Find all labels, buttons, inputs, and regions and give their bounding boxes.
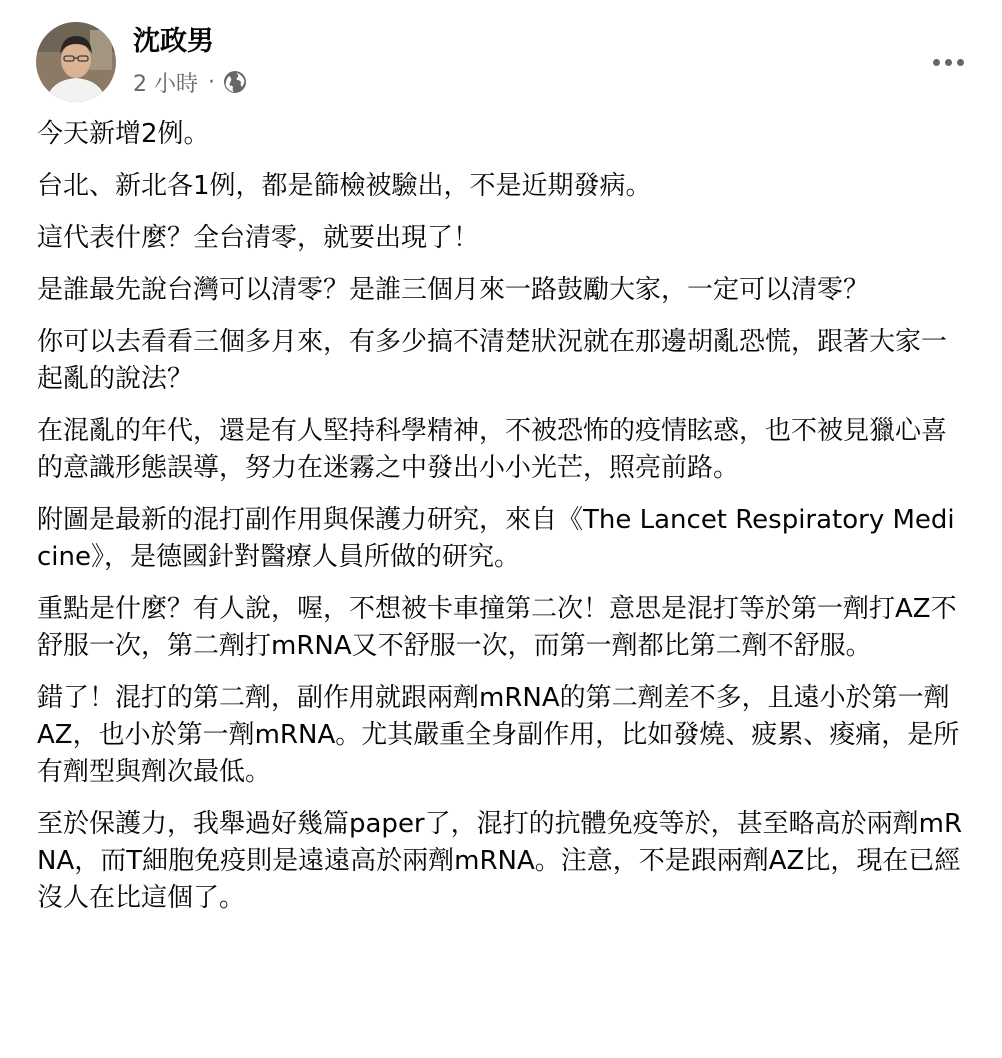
avatar-image	[36, 22, 116, 102]
post-paragraph: 在混亂的年代，還是有人堅持科學精神，不被恐怖的疫情眩惑，也不被見獵心喜的意識形態誤導，努力在迷霧之中發出小小光芒，照亮前路。	[37, 416, 948, 483]
post-content	[37, 116, 965, 932]
post-paragraph: 附圖是最新的混打副作用與保護力研究，來自《The Lancet Respiratory Medicine》，是德國針對醫療人員所做的研究。	[37, 505, 955, 572]
more-dot	[933, 59, 940, 66]
post-paragraph: 今天新增2例。	[37, 119, 210, 149]
author-avatar[interactable]	[36, 22, 116, 102]
post-paragraph: 這代表什麼？全台清零，就要出現了！	[37, 223, 480, 253]
post-meta	[133, 66, 247, 98]
post-timestamp[interactable]: 2 小時	[133, 71, 198, 97]
author-name[interactable]: 沈政男	[133, 26, 214, 57]
post-paragraph: 重點是什麼？有人說，喔，不想被卡車撞第二次！意思是混打等於第一劑打AZ不舒服一次，第二劑打mRNA又不舒服一次，而第一劑都比第二劑不舒服。	[37, 594, 957, 661]
more-dot	[945, 59, 952, 66]
post-paragraph: 是誰最先說台灣可以清零？是誰三個月來一路鼓勵大家，一定可以清零？	[37, 275, 870, 305]
more-options-button[interactable]	[926, 40, 970, 84]
post-paragraph: 台北、新北各1例，都是篩檢被驗出，不是近期發病。	[37, 171, 652, 201]
globe-icon[interactable]	[223, 70, 247, 94]
post-paragraph: 你可以去看看三個多月來，有多少搞不清楚狀況就在那邊胡亂恐慌，跟著大家一起亂的說法？	[37, 327, 948, 394]
meta-separator: ·	[208, 69, 215, 95]
post-paragraph: 錯了！混打的第二劑，副作用就跟兩劑mRNA的第二劑差不多，且遠小於第一劑AZ，也小於第一劑mRNA。尤其嚴重全身副作用，比如發燒、疲累、痠痛，是所有劑型與劑次最低。	[37, 683, 960, 787]
more-dot	[957, 59, 964, 66]
post-paragraph: 至於保護力，我舉過好幾篇paper了，混打的抗體免疫等於，甚至略高於兩劑mRNA，而T細胞免疫則是遠遠高於兩劑mRNA。注意，不是跟兩劑AZ比，現在已經沒人在比這個了。	[37, 809, 963, 913]
post-header	[36, 22, 978, 104]
